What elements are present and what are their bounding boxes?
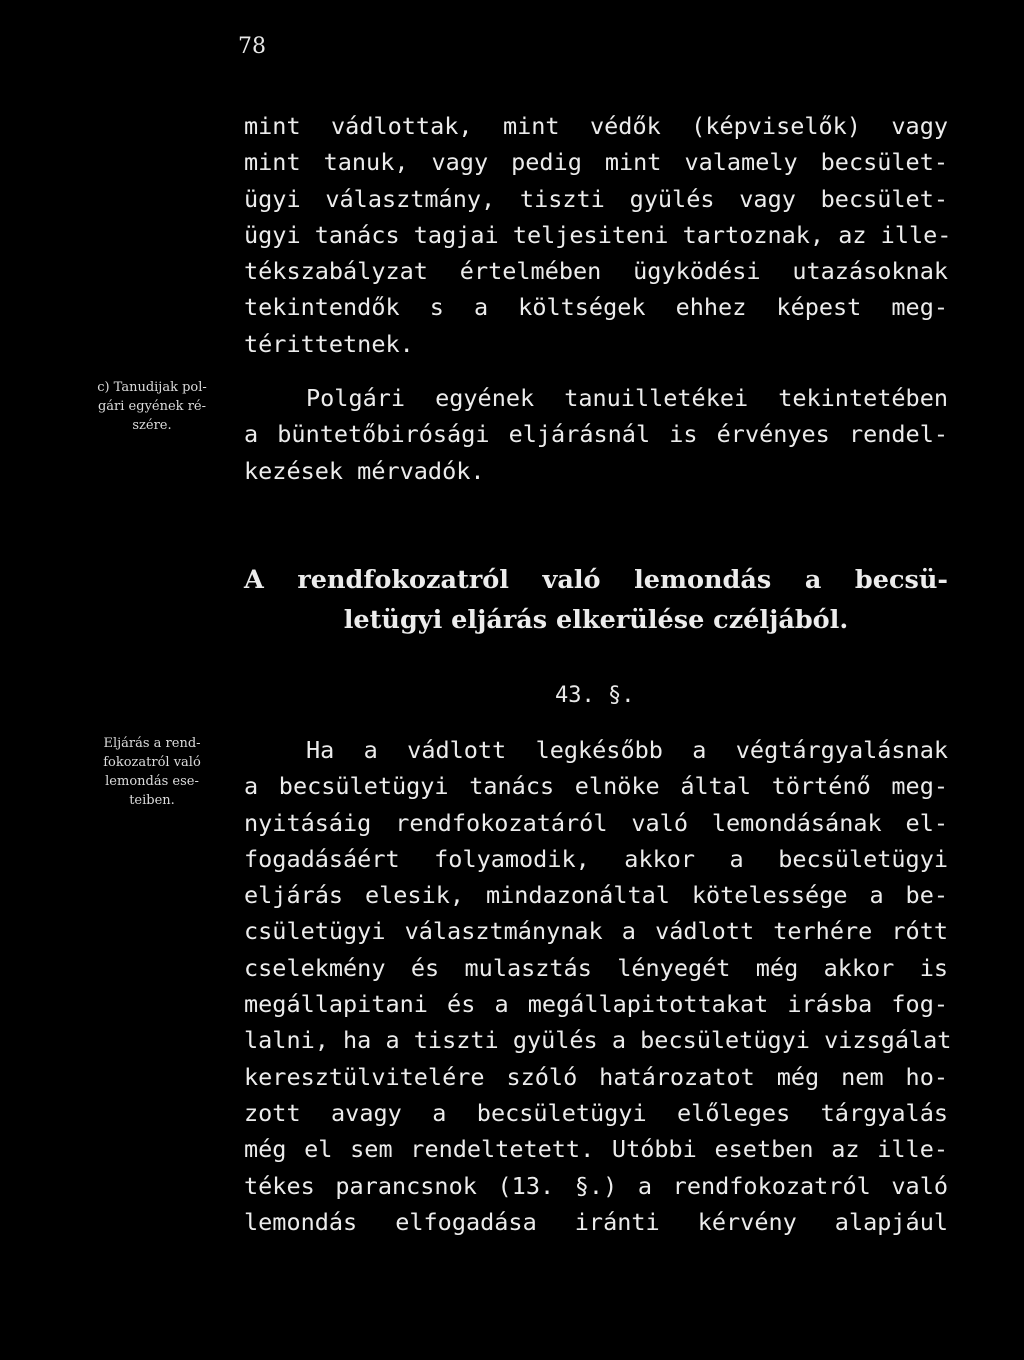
- margin-note-resignation: [72, 734, 232, 810]
- paragraph-section-43: [244, 732, 952, 1240]
- margin-note-line: fokozatról való: [103, 755, 201, 770]
- text-line: nyitásáig rendfokozatáról való lemondásának el-: [244, 808, 948, 837]
- section-heading: [244, 560, 948, 640]
- text-line: Polgári egyének tanuilletékei tekintetében: [306, 384, 948, 412]
- text-line: tékes parancsnok (13. §.) a rendfokozatról való: [244, 1171, 948, 1200]
- text-line: Ha a vádlott legkésőbb a végtárgyalásnak: [306, 736, 948, 764]
- margin-note-line: szére.: [132, 418, 172, 433]
- text-line: fogadásáért folyamodik, akkor a becsületügyi: [244, 844, 948, 873]
- text-line: lemondás elfogadása iránti kérvény alapjául: [244, 1207, 948, 1236]
- text-line: térittetnek.: [244, 329, 414, 358]
- margin-note-line: gári egyének ré-: [97, 399, 206, 414]
- text-line: keresztülvitelére szóló határozatot még nem ho-: [244, 1062, 948, 1091]
- margin-note-line: Eljárás a rend-: [103, 736, 201, 751]
- page-number: 78: [238, 34, 266, 59]
- text-line: ügyi választmány, tiszti gyülés vagy becsület-: [244, 184, 948, 213]
- text-line: a becsületügyi tanács elnöke által történő meg-: [244, 772, 948, 801]
- text-line: eljárás elesik, mindazonáltal kötelessége a be-: [244, 881, 948, 910]
- text-line: a büntetőbirósági eljárásnál is érvényes rendel-: [244, 420, 948, 449]
- paragraph-civilian-fees: [244, 380, 948, 489]
- text-line: cselekmény és mulasztás lényegét még akkor is: [244, 953, 948, 982]
- text-line: csületügyi választmánynak a vádlott terhére rótt: [244, 917, 948, 946]
- text-line: zott avagy a becsületügyi előleges tárgyalás: [244, 1098, 948, 1127]
- heading-line: A rendfokozatról való lemondás a becsü-: [244, 565, 948, 595]
- text-line: mint tanuk, vagy pedig mint valamely becsület-: [244, 148, 948, 177]
- section-number: 43. §.: [555, 683, 635, 708]
- text-line: lalni, ha a tiszti gyülés a becsületügyi vizsgálat: [244, 1026, 952, 1055]
- text-line: megállapitani és a megállapitottakat irásba fog-: [244, 990, 948, 1019]
- text-line: tekintendők s a költségek ehhez képest meg-: [244, 293, 948, 322]
- margin-note-line: c) Tanudijak pol-: [97, 380, 207, 395]
- paragraph-travel-costs: [244, 108, 952, 362]
- heading-line: letügyi eljárás elkerülése czéljából.: [343, 605, 849, 635]
- text-line: ügyi tanács tagjai teljesiteni tartoznak, az ille-: [244, 220, 952, 249]
- margin-note-line: teiben.: [129, 793, 175, 808]
- text-line: mint vádlottak, mint védők (képviselők) vagy: [244, 112, 948, 140]
- text-line: kezések mérvadók.: [244, 456, 485, 485]
- margin-note-line: lemondás ese-: [105, 774, 199, 789]
- text-line: tékszabályzat értelmében ügyködési utazásoknak: [244, 257, 948, 286]
- margin-note-witness-fees: [72, 378, 232, 435]
- text-line: még el sem rendeltetett. Utóbbi esetben az ille-: [244, 1135, 948, 1164]
